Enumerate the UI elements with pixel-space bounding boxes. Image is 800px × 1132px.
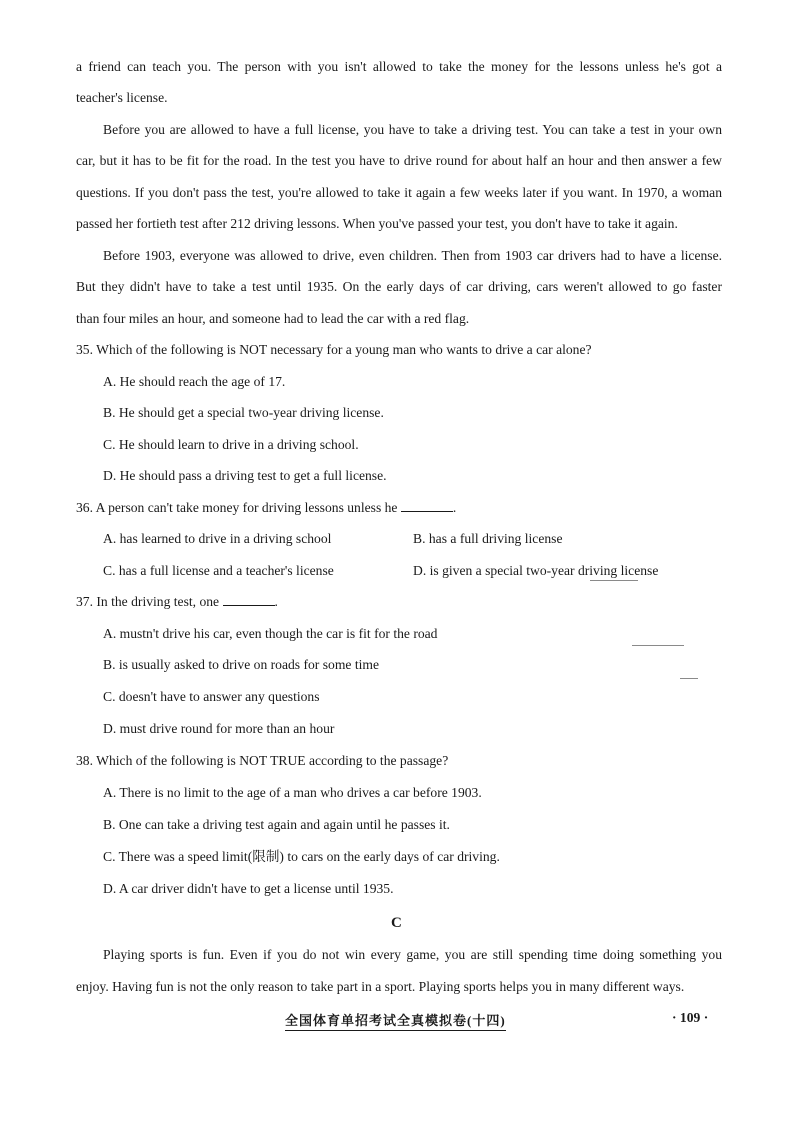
page-number: · 109 · xyxy=(672,1010,709,1025)
question-37-option-d: D. must drive round for more than an hour xyxy=(103,721,335,736)
passage-line: car, but it has to be fit for the road. In the test you have to drive round for about half an hour and then answer a few xyxy=(76,153,722,168)
question-37-option-b: B. is usually asked to drive on roads for some time xyxy=(103,657,379,672)
question-36-stem-end: . xyxy=(452,500,457,515)
question-38-option-c: C. There was a speed limit(限制) to cars on the early days of car driving. xyxy=(103,849,500,864)
question-35-option-b: B. He should get a special two-year driving license. xyxy=(103,405,384,420)
question-36-option-d: D. is given a special two-year driving license xyxy=(413,563,659,578)
question-37-option-a: A. mustn't drive his car, even though the car is fit for the road xyxy=(103,626,438,641)
passage-line: Playing sports is fun. Even if you do not win every game, you are still spending time doing something you xyxy=(103,947,722,962)
question-38-stem: 38. Which of the following is NOT TRUE according to the passage? xyxy=(76,753,449,768)
question-35-option-a: A. He should reach the age of 17. xyxy=(103,374,286,389)
question-35-option-c: C. He should learn to drive in a driving school. xyxy=(103,437,359,452)
scan-mark xyxy=(680,678,698,679)
section-heading: C xyxy=(391,915,402,931)
question-35-stem: 35. Which of the following is NOT necessary for a young man who wants to drive a car alone? xyxy=(76,342,592,357)
passage-line: questions. If you don't pass the test, you're allowed to take it again a few weeks later if you want. In 1970, a woman xyxy=(76,185,722,200)
question-38-option-b: B. One can take a driving test again and again until he passes it. xyxy=(103,817,450,832)
question-38-option-a: A. There is no limit to the age of a man who drives a car before 1903. xyxy=(103,785,482,800)
answer-blank xyxy=(223,593,275,606)
scan-mark xyxy=(632,645,684,646)
scan-mark xyxy=(590,580,638,581)
passage-line: teacher's license. xyxy=(76,90,168,105)
question-36-option-c: C. has a full license and a teacher's license xyxy=(103,563,334,578)
question-36-option-b: B. has a full driving license xyxy=(413,531,563,546)
passage-line: enjoy. Having fun is not the only reason to take part in a sport. Playing sports helps you in many different ways. xyxy=(76,979,685,994)
question-35-option-d: D. He should pass a driving test to get a full license. xyxy=(103,468,387,483)
passage-line: Before 1903, everyone was allowed to drive, even children. Then from 1903 car drivers had to have a license. xyxy=(103,248,722,263)
question-37-stem-text: 37. In the driving test, one xyxy=(76,594,220,609)
footer-title: 全国体育单招考试全真模拟卷(十四) xyxy=(285,1010,506,1031)
question-36-option-a: A. has learned to drive in a driving school xyxy=(103,531,332,546)
question-38-option-d: D. A car driver didn't have to get a license until 1935. xyxy=(103,881,394,896)
question-36-stem xyxy=(76,499,456,517)
question-37-option-c: C. doesn't have to answer any questions xyxy=(103,689,320,704)
question-37-stem-end: . xyxy=(274,594,278,609)
passage-line: than four miles an hour, and someone had to lead the car with a red flag. xyxy=(76,311,470,326)
question-36-stem-text: 36. A person can't take money for driving lessons unless he xyxy=(76,500,398,515)
question-37-stem xyxy=(76,593,278,611)
answer-blank xyxy=(401,499,453,512)
passage-line: But they didn't have to take a test until 1935. On the early days of car driving, cars weren't allowed to go faster xyxy=(76,279,722,294)
passage-line: a friend can teach you. The person with you isn't allowed to take the money for the lessons unless he's got a xyxy=(76,59,722,74)
passage-line: passed her fortieth test after 212 driving lessons. When you've passed your test, you don't have to take it again. xyxy=(76,216,678,231)
passage-line: Before you are allowed to have a full license, you have to take a driving test. You can take a test in your own xyxy=(103,122,722,137)
